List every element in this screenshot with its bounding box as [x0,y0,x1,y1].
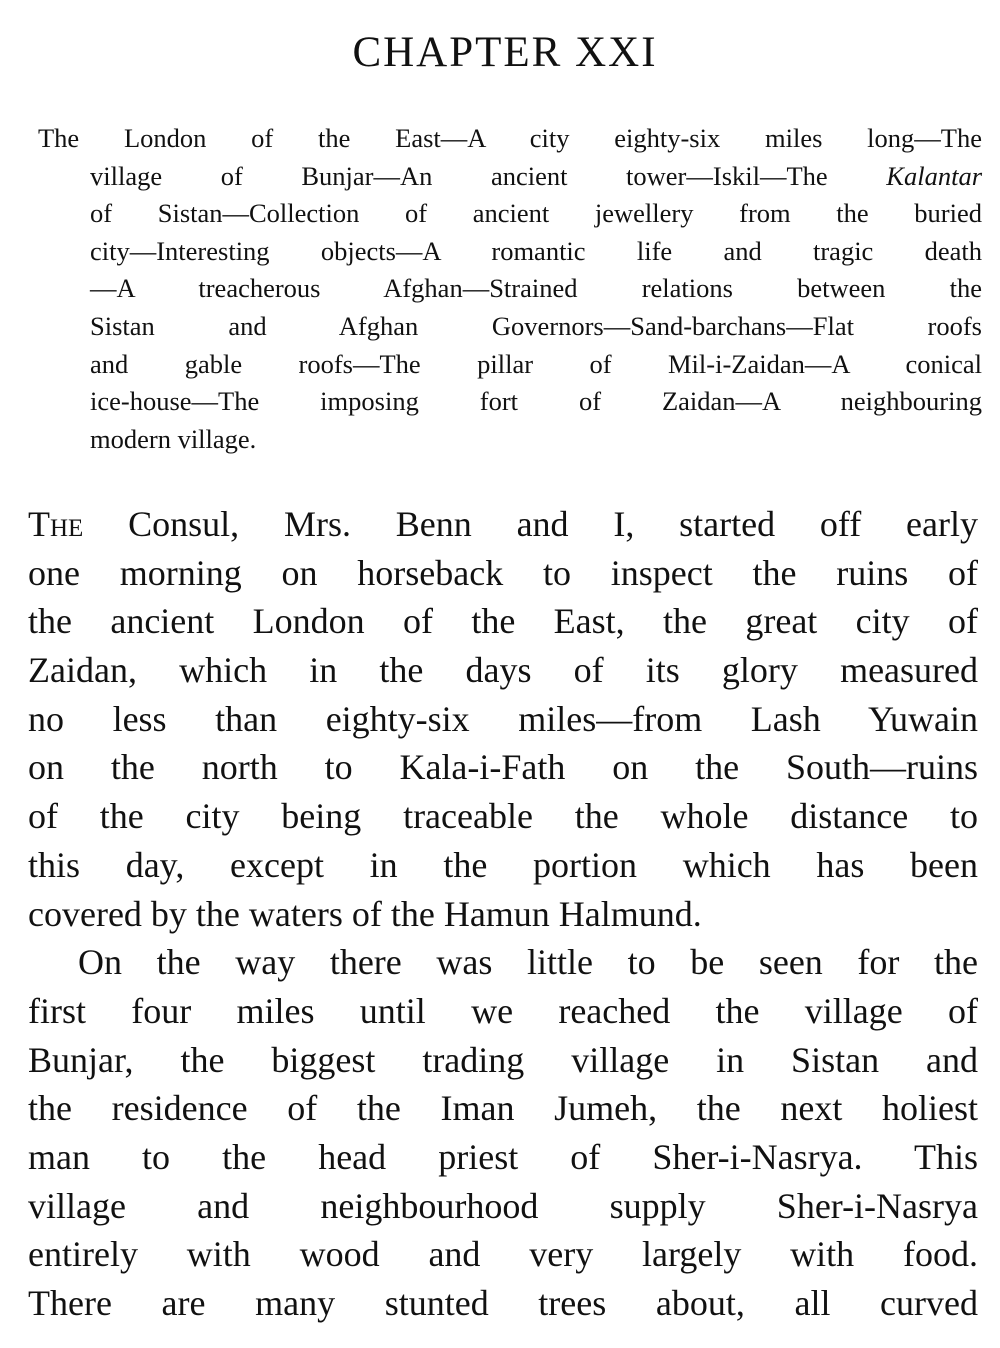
body-line: Zaidan, which in the days of its glory measured [28,650,978,691]
body-line: on the north to Kala-i-Fath on the South—ruins [28,747,978,788]
body-line: no less than eighty-six miles—from Lash Yuwain [28,698,978,739]
body-line: the ancient London of the East, the great city of [28,601,978,642]
synopsis-line: village of Bunjar—An ancient tower—Iskil—The Kalantar [90,160,983,191]
body-text [28,500,978,1328]
body-line: one morning on horseback to inspect the ruins of [28,552,978,593]
lead-smallcaps: The [28,504,84,544]
body-line: the residence of the Iman Jumeh, the next holiest [28,1088,978,1129]
body-line: On the way there was little to be seen for the [78,942,978,983]
body-line: of the city being traceable the whole distance to [28,796,978,837]
body-line: village and neighbourhood supply Sher-i-Nasrya [28,1185,978,1226]
synopsis-line: and gable roofs—The pillar of Mil-i-Zaidan—A conical [90,348,982,379]
body-line: entirely with wood and very largely with food. [28,1234,978,1275]
synopsis-line: city—Interesting objects—A romantic life and tragic death [90,235,982,266]
chapter-title: CHAPTER XXI [352,29,658,76]
synopsis-line: ice-house—The imposing fort of Zaidan—A neighbouring [90,386,982,417]
body-line: covered by the waters of the Hamun Halmund. [28,893,702,934]
synopsis-line: —A treacherous Afghan—Strained relations between the [90,273,982,304]
synopsis-line: Sistan and Afghan Governors—Sand-barchans—Flat roofs [90,310,982,341]
body-line: man to the head priest of Sher-i-Nasrya. This [28,1136,978,1177]
synopsis-line: of Sistan—Collection of ancient jewellery from the buried [90,198,982,229]
body-line: this day, except in the portion which has been [28,844,978,885]
body-line: The Consul, Mrs. Benn and I, started off early [28,504,978,544]
synopsis-line: The London of the East—A city eighty-six miles long—The [38,123,982,153]
body-line: Bunjar, the biggest trading village in Sistan and [28,1039,978,1080]
body-line: first four miles until we reached the village of [28,990,978,1031]
body-line: There are many stunted trees about, all curved [28,1283,978,1323]
synopsis-italic-term: Kalantar [886,160,983,191]
chapter-synopsis [38,120,982,458]
synopsis-line: modern village. [90,423,257,454]
